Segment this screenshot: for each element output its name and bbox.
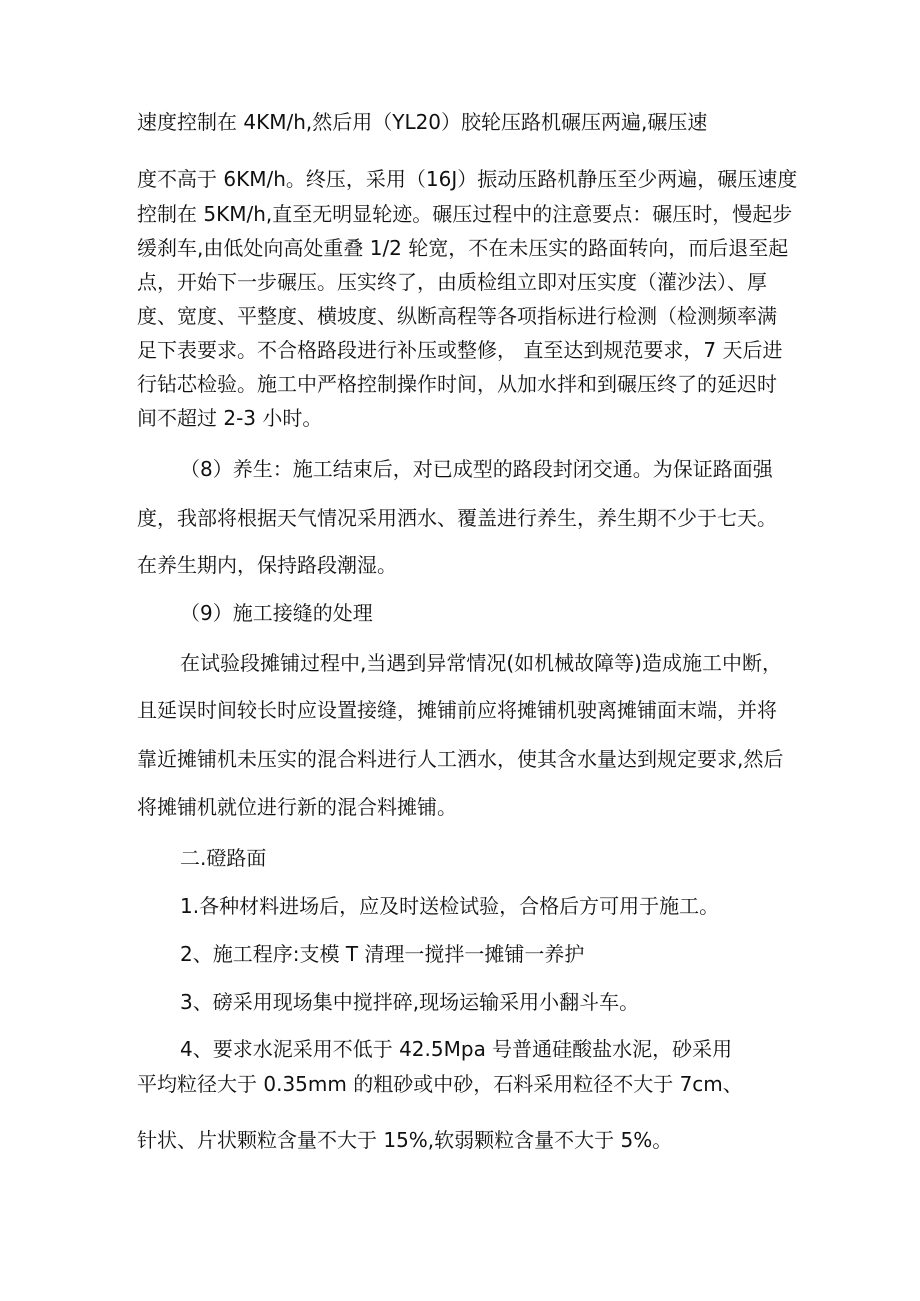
text-line: 靠近摊铺机未压实的混合料进行人工洒水，使其含水量达到规定要求,然后 <box>137 747 784 771</box>
text-line: 平均粒径大于 0.35mm 的粗砂或中砂，石料采用粒径不大于 7cm、 <box>137 1072 743 1096</box>
section-heading: （9）施工接缝的处理 <box>180 601 373 625</box>
text-line: 行钻芯检验。施工中严格控制操作时间，从加水拌和到碾压终了的延迟时 <box>137 372 777 396</box>
text-line: 控制在 5KM/h,直至无明显轮迹。碾压过程中的注意要点：碾压时，慢起步 <box>137 202 793 226</box>
text-line: 速度控制在 4KM/h,然后用（YL20）胶轮压路机碾压两遍,碾压速 <box>137 110 708 134</box>
text-line: （8）养生：施工结束后，对已成型的路段封闭交通。为保证路面强 <box>180 457 773 481</box>
text-line: 在养生期内，保持路段潮湿。 <box>137 553 397 577</box>
section-heading: 二.磴路面 <box>180 846 267 870</box>
list-item: 3、磅采用现场集中搅拌碎,现场运输采用小翻斗车。 <box>180 990 640 1014</box>
text-line: 且延误时间较长时应设置接缝，摊铺前应将摊铺机驶离摊铺面末端，并将 <box>137 698 777 722</box>
text-line: 足下表要求。不合格路段进行补压或整修， 直至达到规范要求，7 天后进 <box>137 338 783 362</box>
text-line: 针状、片状颗粒含量不大于 15%,软弱颗粒含量不大于 5%。 <box>137 1128 673 1152</box>
text-line: 度不高于 6KM/h。终压，采用（16J）振动压路机静压至少两遍，碾压速度 <box>137 167 798 191</box>
text-line: 度，我部将根据天气情况采用洒水、覆盖进行养生，养生期不少于七天。 <box>137 506 777 530</box>
text-line: 缓刹车,由低处向高处重叠 1/2 轮宽，不在未压实的路面转向，而后退至起 <box>137 236 789 260</box>
text-line: 间不超过 2-3 小时。 <box>137 406 323 430</box>
text-line: 点，开始下一步碾压。压实终了，由质检组立即对压实度（灌沙法）、厚 <box>137 270 767 294</box>
text-line: 度、宽度、平整度、横坡度、纵断高程等各项指标进行检测（检测频率满 <box>137 304 777 328</box>
text-line: 将摊铺机就位进行新的混合料摊铺。 <box>137 795 457 819</box>
list-item: 1.各种材料进场后，应及时送检试验，合格后方可用于施工。 <box>180 894 720 918</box>
list-item: 2、施工程序:支模 T 清理一搅拌一摊铺一养护 <box>180 942 585 966</box>
list-item: 4、要求水泥采用不低于 42.5Mpa 号普通硅酸盐水泥，砂采用 <box>180 1037 733 1061</box>
text-line: 在试验段摊铺过程中,当遇到异常情况(如机械故障等)造成施工中断， <box>180 651 782 675</box>
